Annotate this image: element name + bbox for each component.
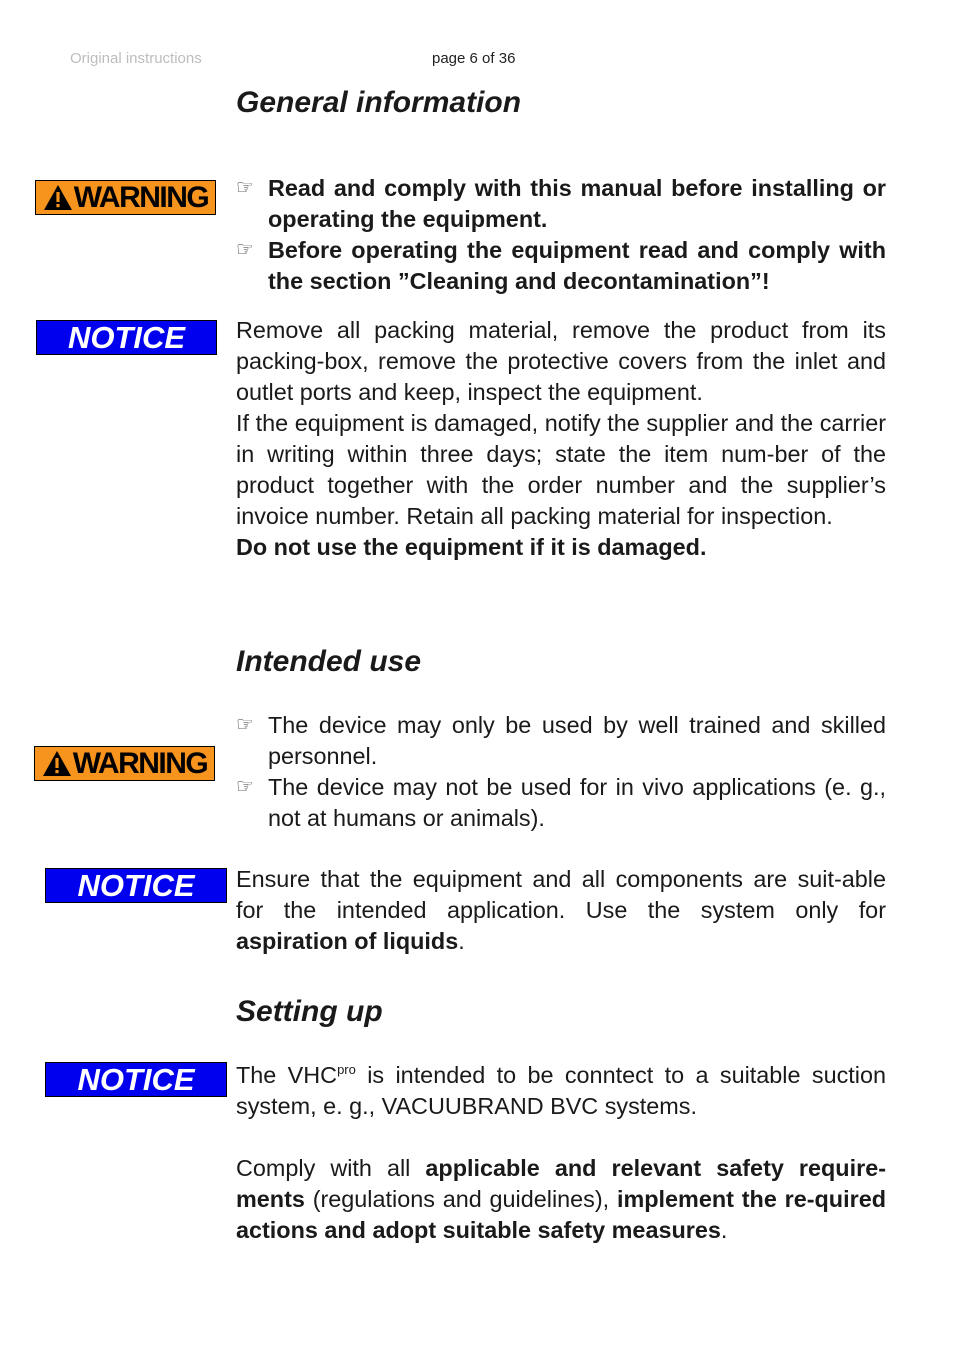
notice-badge: NOTICE (45, 868, 227, 903)
notice-badge: NOTICE (36, 320, 217, 355)
list-item: ☞ The device may only be used by well trained and skilled personnel. (236, 712, 886, 769)
paragraph-emphasis: Do not use the equipment if it is damaged. (236, 534, 707, 560)
page-number: page 6 of 36 (432, 50, 516, 67)
warning-badge (34, 746, 215, 781)
warning-triangle-icon (43, 184, 73, 211)
section-title-general: General information (236, 86, 522, 119)
section-title-intended-use: Intended use (236, 645, 422, 678)
notice-badge: NOTICE (45, 1062, 227, 1097)
section-title-setting-up: Setting up (236, 995, 383, 1028)
warning-label: WARNING (73, 180, 209, 214)
list-item: ☞ Read and comply with this manual before installing or operating the equipment. (236, 175, 886, 232)
intended-warning-list (236, 710, 886, 834)
header-doc-label: Original instructions (70, 50, 202, 67)
paragraph: If the equipment is damaged, notify the supplier and the carrier in writing within three days; state the item num-ber of the product together with the order number and the supplier’s invoice number. Retain all packing material for inspection. (236, 410, 886, 529)
warning-label: WARNING (72, 746, 208, 780)
list-item: ☞ Before operating the equipment read and comply with the section ”Cleaning and decontamination”! (236, 237, 886, 294)
pointing-hand-icon: ☞ (236, 776, 254, 798)
paragraph: Remove all packing material, remove the product from its packing-box, remove the protective covers from the inlet and outlet ports and keep, inspect the equipment. (236, 317, 886, 405)
warning-triangle-icon (42, 750, 72, 777)
list-item: ☞ The device may not be used for in vivo applications (e. g., not at humans or animals). (236, 774, 886, 831)
paragraph: Comply with all applicable and relevant safety require-ments (regulations and guidelines), implement the re-quired actions and adopt suitable safety measures. (236, 1155, 886, 1243)
general-warning-list (236, 173, 886, 297)
warning-badge (35, 180, 216, 215)
pointing-hand-icon: ☞ (236, 177, 254, 199)
intended-notice-text: Ensure that the equipment and all components are suit-able for the intended application. Use the system only for aspiration of liquids. (236, 866, 886, 954)
pointing-hand-icon: ☞ (236, 714, 254, 736)
pointing-hand-icon: ☞ (236, 239, 254, 261)
paragraph: The $VHC^{pro}$ is intended to be conntect to a suitable suction system, e. g., VACUUBRAND BVC systems. (236, 1062, 886, 1119)
setup-notice-text (236, 1060, 886, 1246)
general-notice-text (236, 315, 886, 563)
